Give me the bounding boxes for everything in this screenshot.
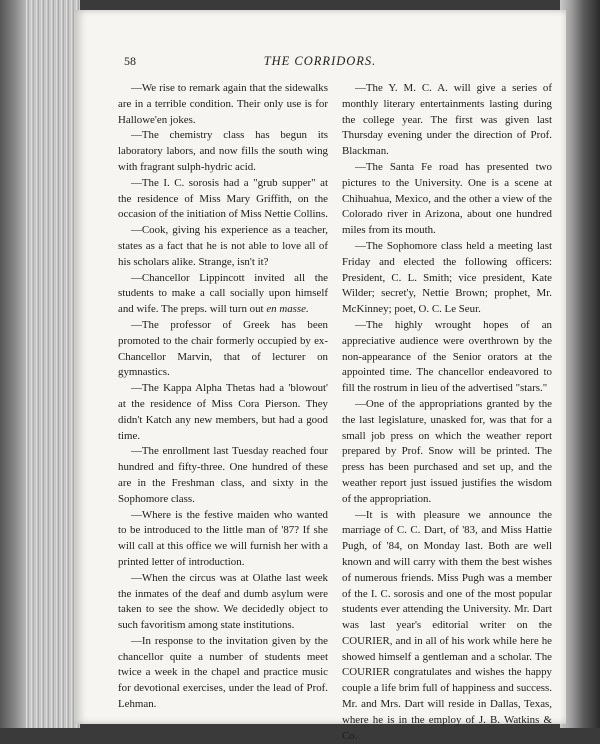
paragraph: —The chemistry class has begun its laboratory labors, and now fills the south wing with fragrant sulph-hydric acid. [118, 129, 328, 173]
paragraph: —The Santa Fe road has presented two pictures to the University. One is a scene at Chihuahua, Mexico, and the other a view of the Colorado river in Arizona, about one hundred miles from its mouth. [342, 160, 552, 237]
paragraph: —The Y. M. C. A. will give a series of monthly literary entertainments lasting during the college year. The first was given last Thursday evening under the direction of Prof. Blackman. [342, 82, 552, 158]
paragraph: —Cook, giving his experience as a teacher, states as a fact that he is not able to love all of his scholars alike. Strange, isn't it? [118, 224, 328, 268]
paragraph: —We rise to remark again that the sidewalks are in a terrible condition. Their only use is for Hallowe'en jokes. [118, 82, 328, 126]
paragraph: —The highly wrought hopes of an appreciative audience were overthrown by the non-appearance of the Senior orators at the appointed time. The chancellor endeavored to fill the rostrum in lieu of the advertised "stars." [342, 318, 552, 395]
paragraph [118, 271, 328, 318]
left-column [118, 81, 328, 713]
book-page-edges-left [0, 0, 80, 728]
paragraph: —When the circus was at Olathe last week the inmates of the deaf and dumb asylum were taken to see the show. We decidedly object to such favoritism among state institutions. [118, 571, 328, 632]
paragraph: —The I. C. sorosis had a "grub supper" at the residence of Miss Mary Griffith, on the occasion of the initiation of Miss Nettie Collins. [118, 176, 328, 221]
paragraph-text: —Chancellor Lippincott invited all the students to make a call socially upon himself and wife. The preps. will turn out [118, 271, 328, 316]
paragraph: —Where is the festive maiden who wanted to be introduced to the little man of '87? If she will call at this office we will furnish her with a printed letter of introduction. [118, 508, 328, 568]
paragraph: —The Sophomore class held a meeting last Friday and elected the following officers: President, C. L. Smith; vice president, Kate Wilder; secret'y, Nettie Brown; prophet, Mr. McKinney; poet, O. C. Le Seur. [342, 239, 552, 316]
paragraph: —One of the appropriations granted by the the last legislature, unasked for, was that for a small job press on which the weather report prepared by Prof. Snow will be printed. The press has been purchased and set up, and the weather report just issued justifies the wisdom of the appropriation. [342, 397, 552, 505]
book-page [74, 10, 566, 742]
right-column [342, 81, 552, 744]
paragraph: —It is with pleasure we announce the marriage of C. C. Dart, of '83, and Miss Hattie Pugh, of '84, on Monday last. Both are well known and will carry with them the best wishes of numerous friends. Miss Pugh was a member of the I. C. sorosis and one of the most popular students ever attending the University. Mr. Dart was last year's editorial writer on the COURIER, and in all of his work while here he showed himself a gentleman and a scholar. The COURIER congratulates and wishes the happy couple a life brim full of happiness and success. Mr. and Mrs. Dart will reside in Dallas, Texas, where he is in the employ of J. B. Watkins & Co. [342, 508, 552, 742]
paragraph: —The Kappa Alpha Thetas had a 'blowout' at the residence of Miss Cora Pierson. They didn't Katch any new members, but had a good time. [118, 382, 328, 442]
paragraph: —The enrollment last Tuesday reached four hundred and fifty-three. One hundred of these are in the Freshman class, and sixty in the Sophomore class. [118, 445, 328, 505]
italic-phrase: en masse. [266, 303, 309, 316]
paragraph: —The professor of Greek has been promoted to the chair formerly occupied by ex-Chancellor Marvin, that of lecturer on gymnastics. [118, 318, 328, 379]
page-number: 58 [124, 54, 136, 68]
running-head: THE CORRIDORS. [263, 54, 377, 68]
book-page-edges-right [560, 0, 600, 728]
paragraph: —In response to the invitation given by the chancellor quite a number of students meet twice a week in the chapel and practice music for devotional exercises, under the lead of Prof. Lehman. [118, 634, 328, 711]
